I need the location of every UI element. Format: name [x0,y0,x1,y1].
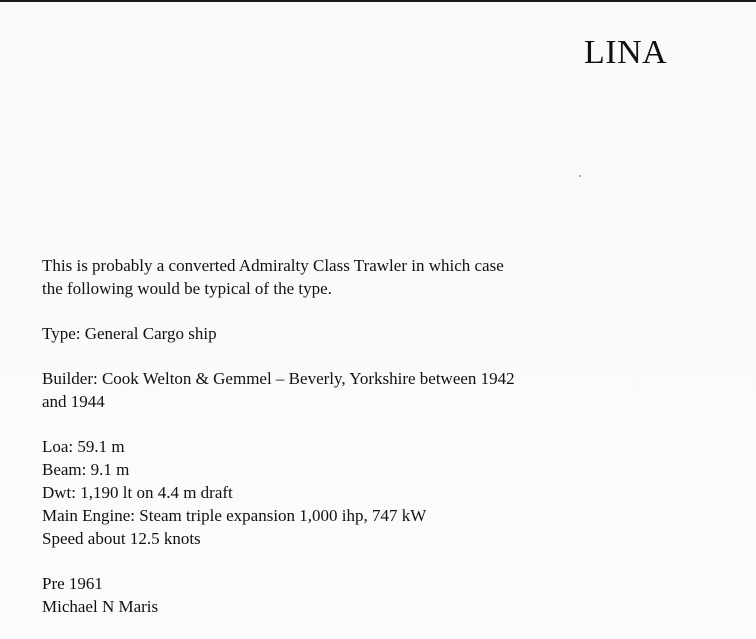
page-title: LINA [584,34,668,71]
type-line: Type: General Cargo ship [42,324,217,343]
specs-paragraph [42,435,602,550]
builder-line: and 1944 [42,392,105,411]
spec-line-beam: Beam: 9.1 m [42,460,130,479]
builder-line: Builder: Cook Welton & Gemmel – Beverly, Yorkshire between 1942 [42,369,515,388]
type-paragraph [42,322,602,345]
footer-paragraph [42,572,602,618]
footer-author: Michael N Maris [42,597,159,616]
footer-date: Pre 1961 [42,574,103,593]
spec-line-engine: Main Engine: Steam triple expansion 1,000 ihp, 747 kW [42,506,427,525]
intro-line: This is probably a converted Admiralty Class Trawler in which case [42,256,504,275]
spec-line-loa: Loa: 59.1 m [42,437,125,456]
spec-line-speed: Speed about 12.5 knots [42,529,201,548]
document-body [42,254,602,618]
builder-paragraph [42,367,602,413]
scan-speck [579,175,581,177]
intro-paragraph [42,254,602,300]
spec-line-dwt: Dwt: 1,190 lt on 4.4 m draft [42,483,233,502]
intro-line: the following would be typical of the type. [42,279,332,298]
